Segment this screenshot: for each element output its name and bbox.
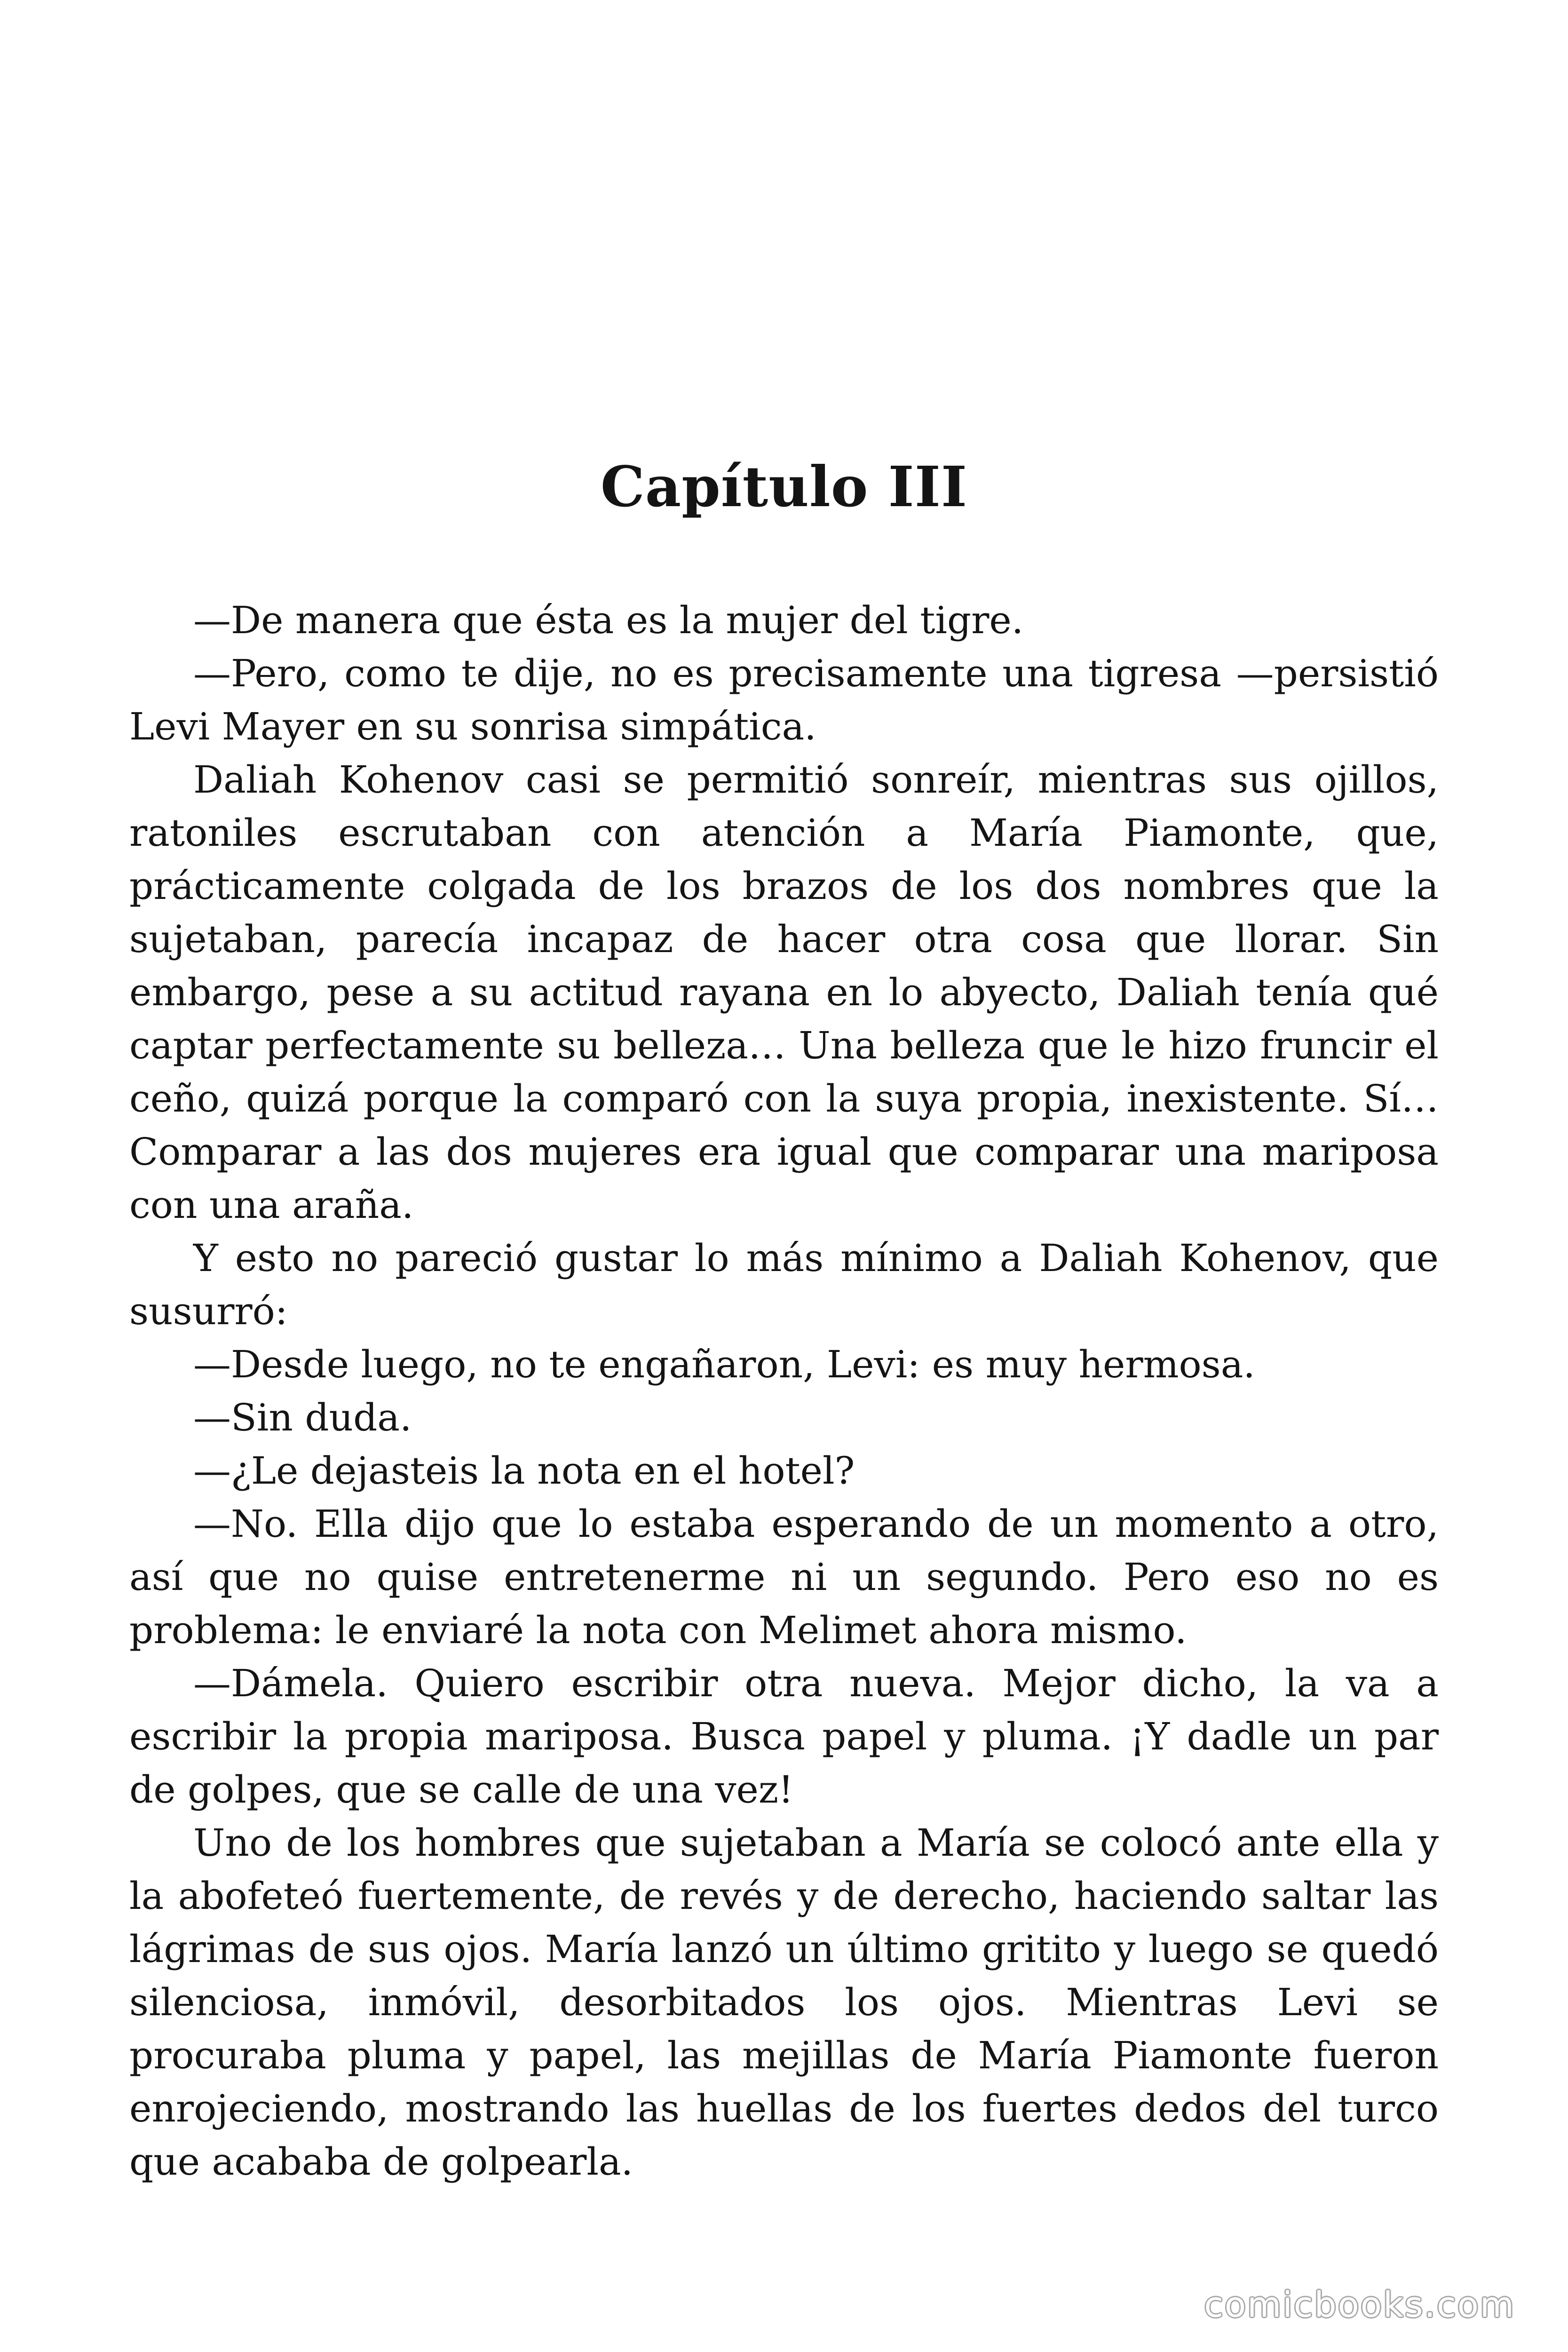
paragraph: Daliah Kohenov casi se permitió sonreír, mientras sus ojillos, ratoniles escrutaban con atención a María Piamonte, que, prácticamente colgada de los brazos de los dos nombres que la sujetaban, parecía incapaz de hacer otra cosa que llorar. Sin embargo, pese a su actitud rayana en lo abyecto, Daliah tenía qué captar perfectamente su belleza… Una belleza que le hizo fruncir el ceño, quizá porque la comparó con la suya propia, inexistente. Sí… Comparar a las dos mujeres era igual que comparar una mariposa con una araña.: [129, 758, 1439, 1227]
paragraph: —Sin duda.: [193, 1396, 412, 1439]
paragraph: —De manera que ésta es la mujer del tigre.: [193, 598, 1024, 642]
chapter-body: [129, 594, 1439, 2188]
chapter-title: Capítulo III: [600, 454, 968, 519]
site-watermark: comicbooks.com: [1204, 2285, 1515, 2325]
paragraph: —¿Le dejasteis la nota en el hotel?: [193, 1449, 855, 1493]
paragraph: Y esto no pareció gustar lo más mínimo a Daliah Kohenov, que susurró:: [129, 1236, 1439, 1333]
paragraph: —Pero, como te dije, no es precisamente una tigresa —persistió Levi Mayer en su sonrisa simpática.: [129, 652, 1439, 748]
paragraph: —No. Ella dijo que lo estaba esperando de un momento a otro, así que no quise entretenerme ni un segundo. Pero eso no es problema: le enviaré la nota con Melimet ahora mismo.: [129, 1502, 1439, 1652]
paragraph: —Desde luego, no te engañaron, Levi: es muy hermosa.: [193, 1343, 1255, 1386]
paragraph: Uno de los hombres que sujetaban a María se colocó ante ella y la abofeteó fuertemente, de revés y de derecho, haciendo saltar las lágrimas de sus ojos. María lanzó un último gritito y luego se quedó silenciosa, inmóvil, desorbitados los ojos. Mientras Levi se procuraba pluma y papel, las mejillas de María Piamonte fueron enrojeciendo, mostrando las huellas de los fuertes dedos del turco que acababa de golpearla.: [129, 1821, 1439, 2184]
paragraph: —Dámela. Quiero escribir otra nueva. Mejor dicho, la va a escribir la propia mariposa. Busca papel y pluma. ¡Y dadle un par de golpes, que se calle de una vez!: [129, 1661, 1439, 1812]
